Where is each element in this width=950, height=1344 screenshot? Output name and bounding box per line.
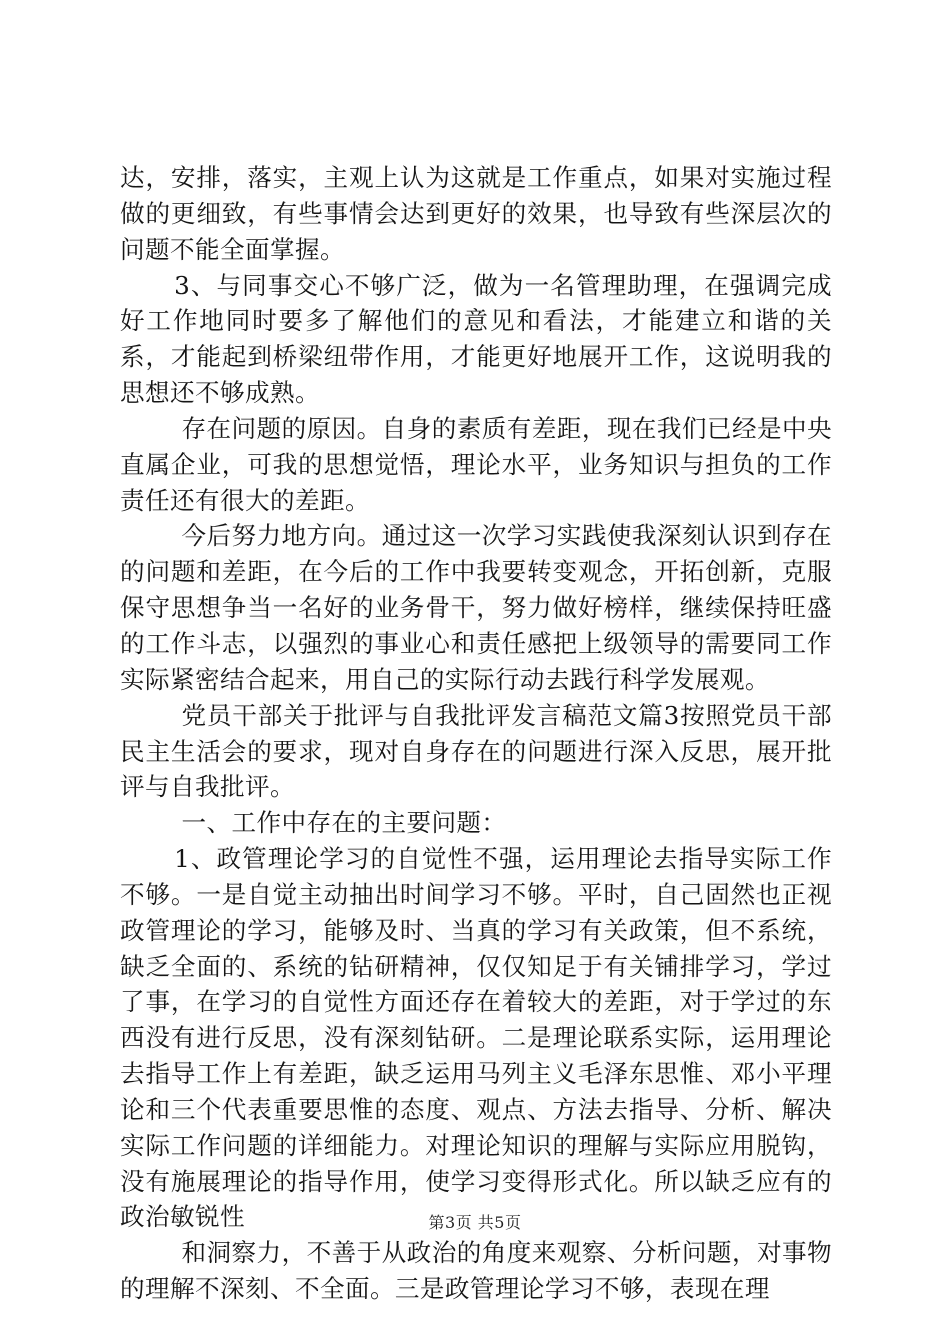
paragraph-item-3: 3、与同事交心不够广泛，做为一名管理助理，在强调完成好工作地同时要多了解他们的意见和看法，才能建立和谐的关系，才能起到桥梁纽带作用，才能更好地展开工作，这说明我的思想还不够成熟。 bbox=[120, 270, 832, 408]
paragraph-item-1: 1、政管理论学习的自觉性不强，运用理论去指导实际工作不够。一是自觉主动抽出时间学习不够。平时，自己固然也正视政管理论的学习，能够及时、当真的学习有关政策，但不系统，缺乏全面的、系统的钻研精神，仅仅知足于有关铺排学习，学过了事，在学习的自觉性方面还存在着较大的差距，对于学过的东西没有进行反思，没有深刻钻研。二是理论联系实际，运用理论去指导工作上有差距，缺乏运用马列主义毛泽东思惟、邓小平理论和三个代表重要思惟的态度、观点、方法去指导、分析、解决实际工作问题的详细能力。对理论知识的理解与实际应用脱钩，没有施展理论的指导作用，使学习变得形式化。所以缺乏应有的政治敏锐性 bbox=[120, 844, 832, 1232]
paragraph-future-direction: 今后努力地方向。通过这一次学习实践使我深刻认识到存在的问题和差距，在今后的工作中我要转变观念，开拓创新，克服保守思想争当一名好的业务骨干，努力做好榜样，继续保持旺盛的工作斗志，以强烈的事业心和责任感把上级领导的需要同工作实际紧密结合起来，用自己的实际行动去践行科学发展观。 bbox=[120, 521, 832, 694]
paragraph-article-3-intro: 党员干部关于批评与自我批评发言稿范文篇3按照党员干部民主生活会的要求，现对自身存在的问题进行深入反思，展开批评与自我批评。 bbox=[120, 700, 832, 802]
document-body bbox=[120, 160, 832, 1307]
page-number-footer: 第3页 共5页 bbox=[428, 1213, 522, 1232]
section-heading-main-problems: 一、工作中存在的主要问题： bbox=[181, 808, 507, 838]
paragraph-insight: 和洞察力，不善于从政治的角度来观察、分析问题，对事物的理解不深刻、不全面。三是政管理论学习不够，表现在理 bbox=[120, 1238, 832, 1304]
paragraph-continuation: 达，安排，落实，主观上认为这就是工作重点，如果对实施过程做的更细致，有些事情会达到更好的效果，也导致有些深层次的问题不能全面掌握。 bbox=[120, 163, 832, 264]
paragraph-causes: 存在问题的原因。自身的素质有差距，现在我们已经是中央直属企业，可我的思想觉悟，理论水平，业务知识与担负的工作责任还有很大的差距。 bbox=[120, 413, 832, 515]
